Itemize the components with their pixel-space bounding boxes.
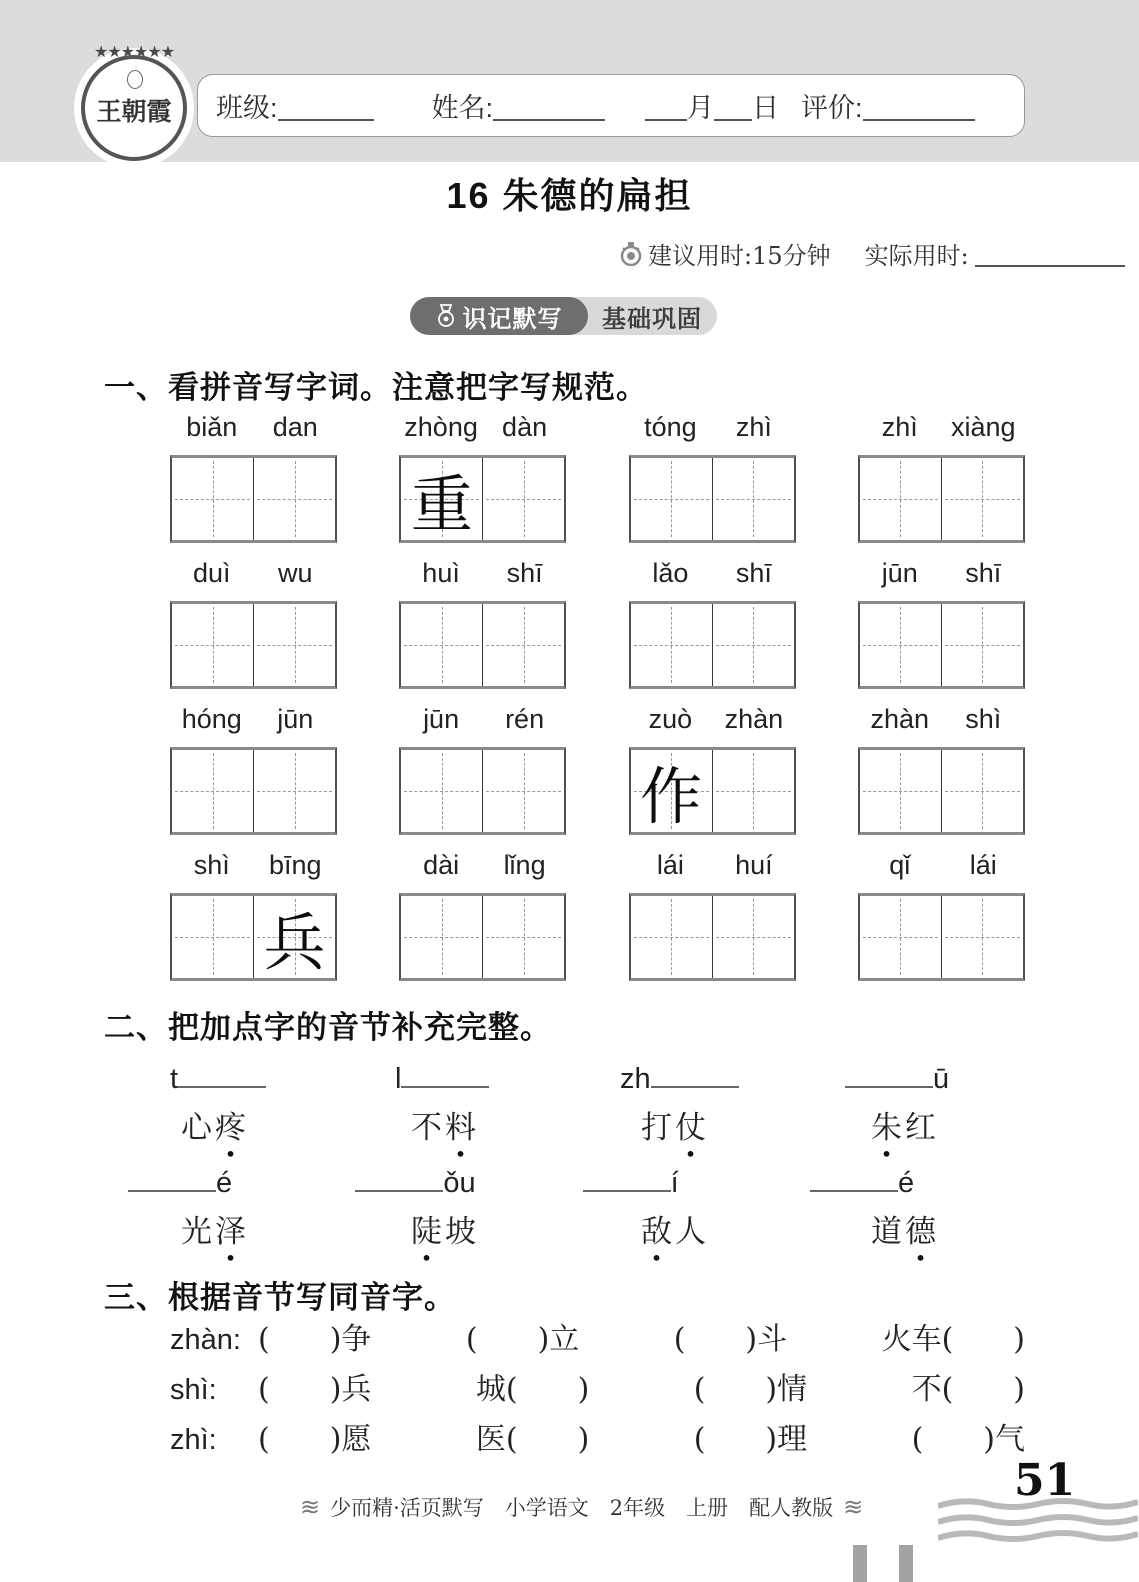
word-slot (629, 558, 796, 689)
grid-cell[interactable] (713, 604, 794, 686)
word-slot (399, 850, 566, 981)
pinyin-label: duì wu (192, 558, 313, 588)
word-slot (399, 704, 566, 835)
character-grid[interactable] (629, 893, 796, 981)
word-slot (399, 412, 566, 543)
class-label: 班级: (216, 93, 278, 123)
fill-line[interactable] (583, 1158, 671, 1192)
grid-cell[interactable] (483, 896, 564, 978)
wave-icon: ≋ (300, 1493, 321, 1521)
character-grid[interactable] (629, 455, 796, 543)
fill-line[interactable] (128, 1158, 216, 1192)
homophone-blank[interactable]: ( )兵 (258, 1372, 372, 1407)
pinyin-label: zhì xiàng (881, 412, 1016, 442)
suggested-time-label: 建议用时:15分钟 (648, 242, 831, 270)
character-grid[interactable] (399, 601, 566, 689)
section2-blanks-row-1 (170, 1054, 980, 1096)
homophone-blank[interactable]: ( )理 (693, 1422, 808, 1457)
word-slot (170, 558, 337, 689)
word-with-dot: 心疼 (181, 1110, 249, 1146)
word-with-dot: 敌人 (641, 1214, 709, 1250)
homophone-blank[interactable]: 火车( ) (881, 1322, 1025, 1357)
word-slot (858, 412, 1025, 543)
grid-cell[interactable]: 兵 (254, 896, 335, 978)
fill-line[interactable] (178, 1054, 266, 1088)
pinyin-label: tóng zhì (644, 412, 772, 442)
section3-row-2 (170, 1364, 1025, 1408)
grid-cell[interactable] (860, 458, 942, 540)
fill-line[interactable] (845, 1054, 933, 1088)
grid-cell[interactable] (631, 896, 713, 978)
stopwatch-icon (620, 242, 642, 266)
medal-icon (436, 304, 456, 328)
character-grid[interactable] (858, 893, 1025, 981)
homophone-blank[interactable]: 医( ) (475, 1422, 590, 1457)
logo-name: 王朝霞 (96, 97, 172, 126)
homophone-blank[interactable]: ( )斗 (673, 1322, 788, 1357)
name-input-line[interactable] (493, 90, 605, 120)
grid-cell[interactable] (713, 750, 794, 832)
wave-icon: ≋ (843, 1493, 864, 1521)
lesson-title: 16 朱德的扁担 (446, 175, 693, 216)
grid-cell[interactable] (172, 750, 254, 832)
pinyin-label: shì bīng (193, 850, 322, 880)
word-with-dot: 不料 (411, 1110, 479, 1146)
word-with-dot: 打仗 (641, 1110, 709, 1146)
grid-cell[interactable] (942, 458, 1023, 540)
pinyin-label: lǎo shī (652, 558, 772, 588)
syllable-blank[interactable]: í (583, 1158, 743, 1200)
character-grid[interactable] (170, 455, 337, 543)
actual-time-input-line[interactable] (975, 240, 1125, 267)
time-row (620, 236, 1125, 271)
actual-time-label: 实际用时: (864, 242, 969, 270)
grid-cell[interactable] (483, 750, 564, 832)
pinyin-label: lái huí (656, 850, 773, 880)
section1-row-1 (170, 412, 1025, 543)
section-badge (410, 297, 717, 335)
pinyin-label: qǐ lái (889, 850, 997, 880)
syllable-label: shì: (170, 1374, 217, 1406)
grid-cell[interactable] (483, 604, 564, 686)
month-input-line[interactable] (645, 90, 687, 120)
rating-input-line[interactable] (863, 90, 975, 120)
student-info-box (197, 74, 1025, 137)
word-slot (170, 850, 337, 981)
section2-blanks-row-2 (128, 1158, 970, 1200)
fill-line[interactable] (651, 1054, 739, 1088)
grid-cell[interactable] (483, 458, 564, 540)
homophone-blank[interactable]: ( )气 (911, 1422, 1025, 1457)
homophone-blank[interactable]: ( )立 (465, 1322, 580, 1357)
grid-cell[interactable] (942, 896, 1023, 978)
grid-cell[interactable]: 作 (631, 750, 713, 832)
word-with-dot: 道德 (871, 1214, 939, 1250)
word-slot (858, 558, 1025, 689)
syllable-label: zhì: (170, 1424, 217, 1456)
pinyin-label: zhòng dàn (404, 412, 548, 442)
pinyin-label: zuò zhàn (648, 704, 784, 734)
grid-cell[interactable] (172, 458, 254, 540)
section1-row-2 (170, 558, 1025, 689)
grid-cell[interactable] (860, 896, 942, 978)
logo-portrait-icon (127, 70, 143, 89)
character-grid[interactable] (858, 747, 1025, 835)
grid-cell[interactable] (401, 896, 483, 978)
section3-row-1 (170, 1314, 1025, 1358)
section3-row-3 (170, 1414, 1025, 1458)
fill-line[interactable] (401, 1054, 489, 1088)
word-slot (858, 704, 1025, 835)
grid-cell[interactable] (942, 604, 1023, 686)
grid-cell[interactable] (631, 604, 713, 686)
syllable-blank[interactable]: t (170, 1054, 305, 1096)
section2-heading: 二、把加点字的音节补充完整。 (104, 1010, 552, 1045)
word-slot (399, 558, 566, 689)
syllable-blank[interactable]: ǒu (355, 1158, 515, 1200)
homophone-blank[interactable]: 城( ) (475, 1372, 590, 1407)
character-grid[interactable] (170, 601, 337, 689)
character-grid[interactable] (858, 601, 1025, 689)
word-slot (629, 704, 796, 835)
month-label: 月 (687, 93, 715, 123)
syllable-blank[interactable]: l (395, 1054, 530, 1096)
badge-primary-label: 识记默写 (462, 305, 563, 333)
section1-row-4 (170, 850, 1025, 981)
fill-line[interactable] (810, 1158, 898, 1192)
logo-stars-icon: ★★★★★★ (93, 44, 175, 61)
grid-cell[interactable] (401, 604, 483, 686)
grid-cell[interactable] (254, 604, 335, 686)
publisher-logo (74, 44, 194, 168)
section2-words-row-1 (135, 1102, 985, 1147)
page-number: 51 (1014, 1455, 1076, 1506)
character-grid[interactable] (399, 893, 566, 981)
section1-row-3 (170, 704, 1025, 835)
grid-cell[interactable] (254, 458, 335, 540)
day-input-line[interactable] (714, 90, 752, 120)
grid-cell[interactable] (860, 604, 942, 686)
character-grid[interactable] (399, 455, 566, 543)
name-label: 姓名: (431, 93, 494, 123)
grid-cell[interactable] (713, 896, 794, 978)
section3-heading: 三、根据音节写同音字。 (104, 1280, 456, 1315)
pinyin-label: biǎn dan (186, 412, 318, 442)
rating-label: 评价: (801, 93, 863, 123)
word-slot (170, 412, 337, 543)
syllable-blank[interactable]: zh (620, 1054, 755, 1096)
pinyin-label: huì shī (422, 558, 543, 588)
character-grid[interactable] (170, 893, 337, 981)
fill-line[interactable] (355, 1158, 443, 1192)
word-with-dot: 陡坡 (411, 1214, 479, 1250)
word-slot (858, 850, 1025, 981)
character-grid[interactable] (629, 601, 796, 689)
word-with-dot: 朱红 (871, 1110, 939, 1146)
word-slot (170, 704, 337, 835)
homophone-blank[interactable]: ( )争 (258, 1322, 372, 1357)
section1-heading: 一、看拼音写字词。注意把字写规范。 (104, 370, 648, 405)
footer (300, 1492, 863, 1522)
word-with-dot: 光泽 (181, 1214, 249, 1250)
character-grid[interactable] (858, 455, 1025, 543)
grid-cell[interactable]: 重 (401, 458, 483, 540)
grid-cell[interactable] (942, 750, 1023, 832)
pinyin-label: jūn shī (881, 558, 1002, 588)
homophone-blank[interactable]: 不( ) (911, 1372, 1025, 1407)
grid-cell[interactable] (631, 458, 713, 540)
syllable-blank[interactable]: é (810, 1158, 970, 1200)
pinyin-label: zhàn shì (870, 704, 1002, 734)
grid-cell[interactable] (401, 750, 483, 832)
syllable-blank[interactable]: é (128, 1158, 288, 1200)
homophone-blank[interactable]: ( )情 (693, 1372, 808, 1407)
character-grid[interactable] (629, 747, 796, 835)
day-label: 日 (752, 93, 780, 123)
word-slot (629, 412, 796, 543)
badge-secondary-label: 基础巩固 (602, 305, 702, 333)
character-grid[interactable] (170, 747, 337, 835)
grid-cell[interactable] (172, 604, 254, 686)
badge-dark-pill (410, 297, 588, 335)
print-mark-bar (853, 1545, 867, 1582)
homophone-blank[interactable]: ( )愿 (258, 1422, 372, 1457)
print-mark-bar (899, 1545, 913, 1582)
character-grid[interactable] (399, 747, 566, 835)
footer-text: 少而精·活页默写 小学语文 2年级 上册 配人教版 (330, 1496, 834, 1520)
grid-cell[interactable] (254, 750, 335, 832)
word-slot (629, 850, 796, 981)
pinyin-label: hóng jūn (181, 704, 314, 734)
syllable-blank[interactable]: ū (845, 1054, 980, 1096)
pinyin-label: jūn rén (423, 704, 545, 734)
grid-cell[interactable] (860, 750, 942, 832)
class-input-line[interactable] (278, 90, 374, 120)
grid-cell[interactable] (172, 896, 254, 978)
pinyin-label: dài lǐng (423, 850, 546, 880)
grid-cell[interactable] (713, 458, 794, 540)
section2-words-row-2 (135, 1206, 985, 1251)
syllable-label: zhàn: (170, 1324, 241, 1356)
